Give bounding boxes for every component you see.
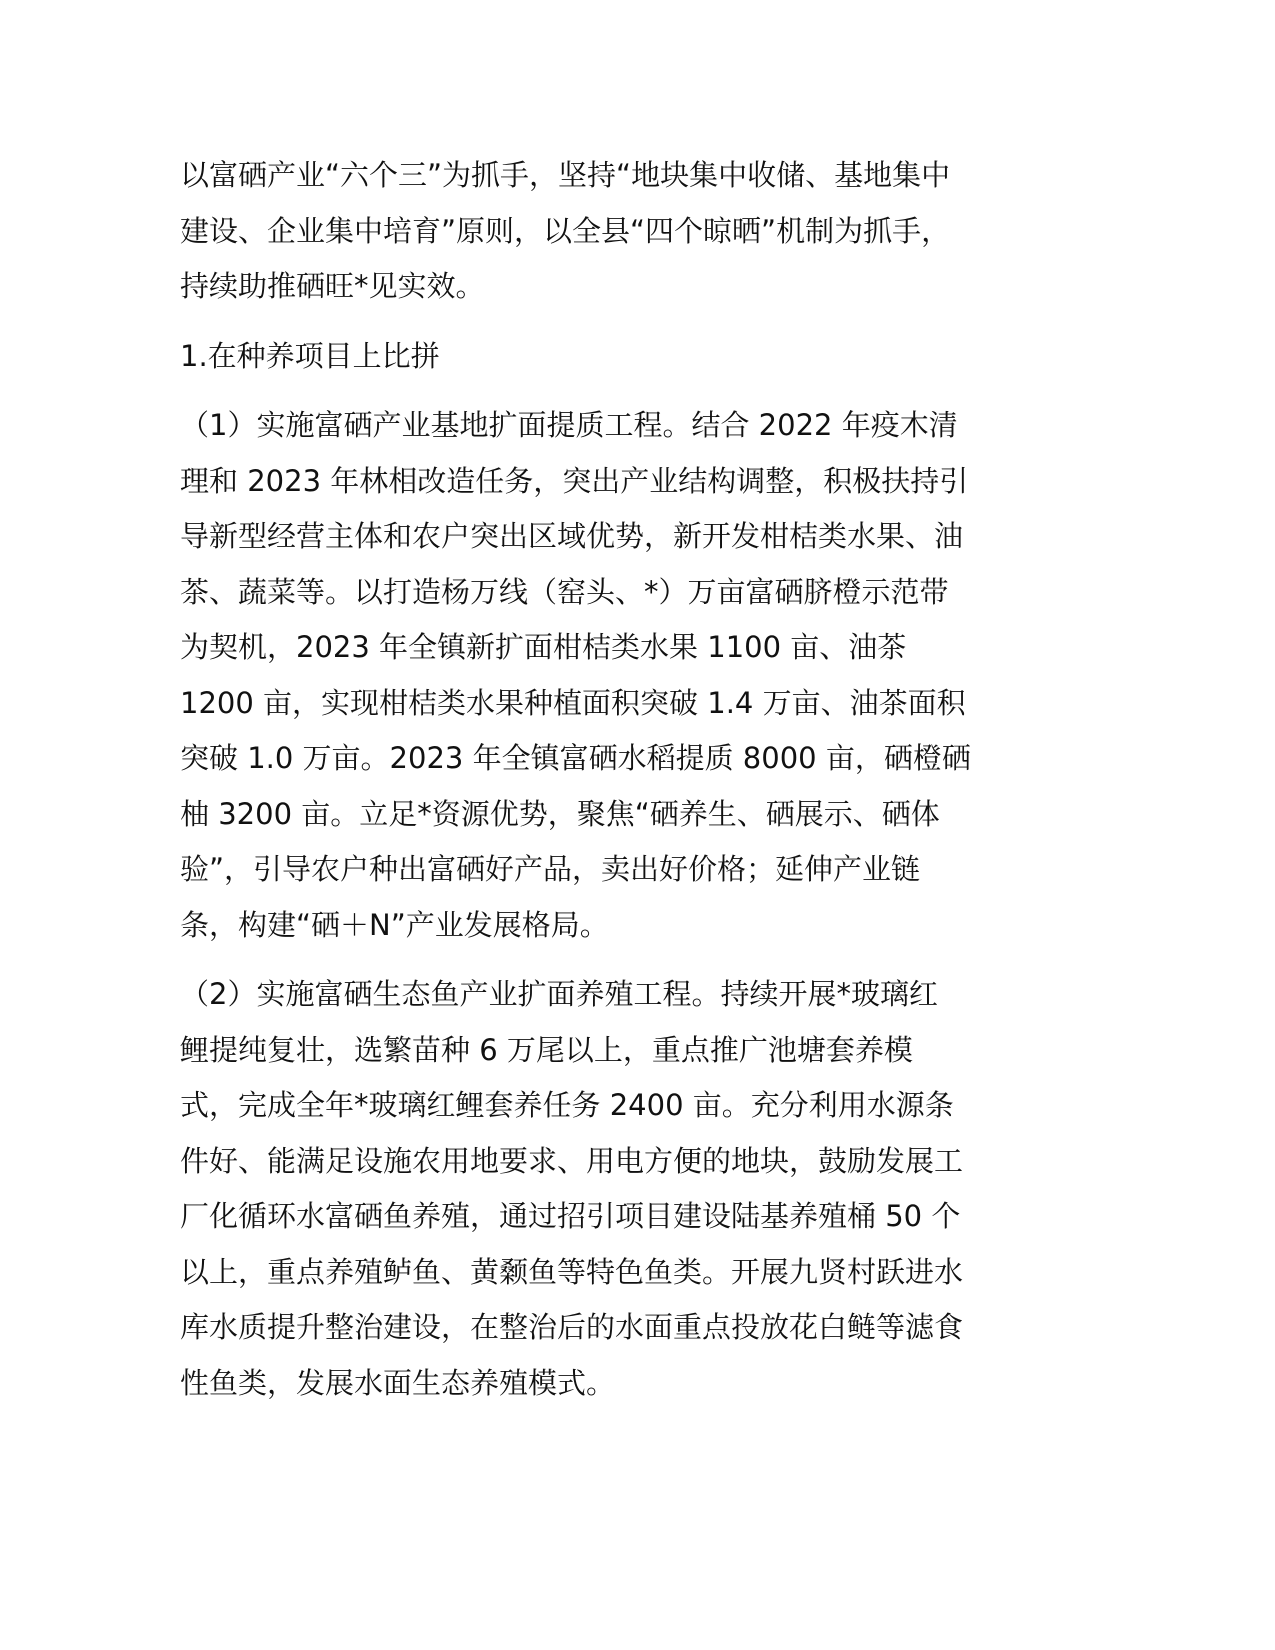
text-line: 以上，重点养殖鲈鱼、黄颡鱼等特色鱼类。开展九贤村跃进水 xyxy=(180,1254,964,1289)
text-line: 柚 3200 亩。立足*资源优势，聚焦“硒养生、硒展示、硒体 xyxy=(180,796,940,831)
text-line: 突破 1.0 万亩。2023 年全镇富硒水稻提质 8000 亩，硒橙硒 xyxy=(180,741,971,775)
text-line: 持续助推硒旺*见实效。 xyxy=(180,269,485,303)
text-line: （2）实施富硒生态鱼产业扩面养殖工程。持续开展*玻璃红 xyxy=(180,977,938,1011)
text-line: 为契机，2023 年全镇新扩面柑桔类水果 1100 亩、油茶 xyxy=(180,630,907,664)
document-page xyxy=(180,148,1040,1425)
item-2-paragraph xyxy=(180,967,1040,1411)
text-line: 鲤提纯复壮，选繁苗种 6 万尾以上，重点推广池塘套养模 xyxy=(180,1032,913,1067)
text-line: 理和 2023 年林相改造任务，突出产业结构调整，积极扶持引 xyxy=(180,463,969,498)
text-line: 以富硒产业“六个三”为抓手，坚持“地块集中收储、基地集中 xyxy=(180,158,951,192)
text-line: 建设、企业集中培育”原则，以全县“四个晾晒”机制为抓手， xyxy=(180,213,951,248)
text-line: 茶、蔬菜等。以打造杨万线（窑头、*）万亩富硒脐橙示范带 xyxy=(180,574,949,609)
text-line: 库水质提升整治建设，在整治后的水面重点投放花白鲢等滤食 xyxy=(180,1310,964,1344)
text-line: 验”，引导农户种出富硒好产品，卖出好价格；延伸产业链 xyxy=(180,852,921,886)
text-line: 导新型经营主体和农户突出区域优势，新开发柑桔类水果、油 xyxy=(180,519,964,553)
section-heading: 1.在种养项目上比拼 xyxy=(180,338,440,373)
text-line: 1200 亩，实现柑桔类水果种植面积突破 1.4 万亩、油茶面积 xyxy=(180,685,966,720)
intro-paragraph xyxy=(180,148,1040,315)
item-1-paragraph xyxy=(180,398,1040,953)
text-line: 性鱼类，发展水面生态养殖模式。 xyxy=(180,1365,616,1400)
text-line: 件好、能满足设施农用地要求、用电方便的地块，鼓励发展工 xyxy=(180,1143,964,1178)
text-line: 条，构建“硒＋N”产业发展格局。 xyxy=(180,907,609,942)
text-line: 式，完成全年*玻璃红鲤套养任务 2400 亩。充分利用水源条 xyxy=(180,1088,954,1122)
text-line: （1）实施富硒产业基地扩面提质工程。结合 2022 年疫木清 xyxy=(180,408,958,442)
text-line: 厂化循环水富硒鱼养殖，通过招引项目建设陆基养殖桶 50 个 xyxy=(180,1199,961,1233)
